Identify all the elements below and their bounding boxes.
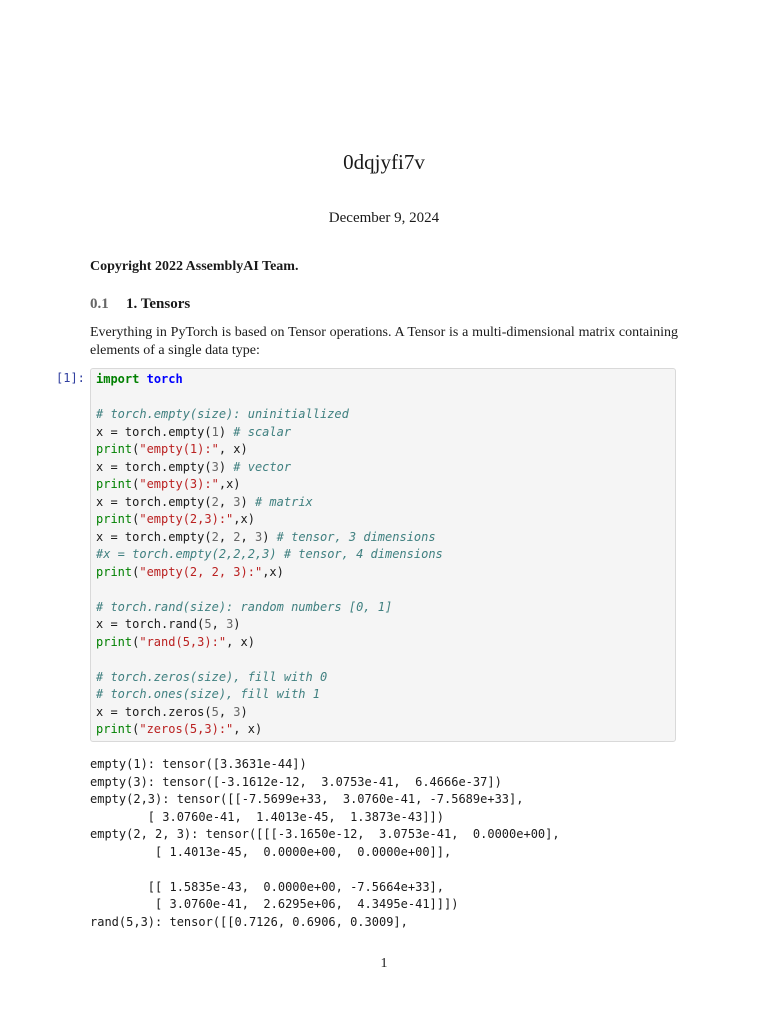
document-date: December 9, 2024 [328, 210, 440, 226]
code-line [96, 476, 670, 494]
code-token: x = torch.empty( [96, 529, 212, 544]
code-line [96, 634, 670, 652]
code-token: # torch.ones(size), fill with 1 [96, 687, 320, 701]
code-token: , [218, 704, 234, 719]
code-token: 3 [211, 459, 219, 474]
code-token: x = torch.empty( [96, 424, 212, 439]
code-token: ) [240, 704, 248, 719]
code-token: ( [132, 442, 140, 456]
code-token: 5 [204, 617, 212, 631]
code-token: "empty(2, 2, 3):" [139, 564, 263, 579]
output-line: [[ 1.5835e-43, 0.0000e+00, -7.5664e+33], [90, 879, 445, 894]
code-token: import [96, 372, 140, 386]
code-line [96, 424, 670, 442]
output-line: empty(3): tensor([-3.1612e-12, 3.0753e-41, 6.4666e-37]) [90, 774, 502, 789]
code-token: , x) [218, 442, 248, 456]
code-line [96, 721, 670, 739]
output-line: empty(1): tensor([3.3631e-44]) [90, 757, 307, 771]
code-token: # tensor, 3 dimensions [276, 529, 436, 544]
code-line [96, 459, 670, 477]
code-token: 3 [254, 529, 263, 544]
code-token [139, 372, 146, 386]
copyright-notice: Copyright 2022 AssemblyAI Team. [90, 259, 299, 274]
output-line [90, 861, 690, 879]
code-token: ,x) [218, 477, 241, 491]
code-line [96, 546, 670, 564]
code-token: torch [146, 372, 183, 386]
code-token: , [240, 529, 255, 544]
code-token: "empty(1):" [139, 442, 219, 456]
output-line: [ 3.0760e-41, 1.4013e-45, 1.3873e-43]]) [90, 809, 445, 824]
code-line [96, 669, 670, 687]
code-cell[interactable] [90, 368, 676, 742]
code-line [96, 371, 670, 389]
code-line [96, 389, 670, 407]
code-line [96, 616, 670, 634]
code-token: ,x) [262, 564, 284, 579]
code-line [96, 529, 670, 547]
code-token: 5 [211, 704, 219, 719]
intro-paragraph: Everything in PyTorch is based on Tensor operations. A Tensor is a multi-dimensional matrix containing elements of a single data type: [90, 325, 678, 358]
code-token: , x) [226, 634, 255, 649]
output-line: empty(2,3): tensor([[-7.5699e+33, 3.0760e-41, -7.5689e+33], [90, 792, 524, 806]
code-token: 3 [226, 617, 234, 631]
code-token: #x = torch.empty(2,2,2,3) # tensor, 4 dimensions [96, 547, 443, 561]
code-token: 3 [233, 494, 241, 509]
code-line [96, 564, 670, 582]
code-token: 2 [211, 494, 219, 509]
code-token: x = torch.empty( [96, 494, 212, 509]
section-title: 1. Tensors [126, 296, 191, 312]
code-token: print [96, 722, 133, 736]
section-number: 0.1 [90, 296, 109, 312]
code-token: , [218, 494, 234, 509]
code-line [96, 511, 670, 529]
output-line: empty(2, 2, 3): tensor([[[-3.1650e-12, 3.0753e-41, 0.0000e+00], [90, 827, 560, 841]
code-token: "zeros(5,3):" [139, 722, 234, 736]
code-token: print [96, 442, 133, 456]
code-line [96, 494, 670, 512]
code-token: , [218, 529, 234, 544]
code-token: # scalar [233, 424, 292, 439]
code-token: ) [233, 617, 241, 631]
code-token: ,x) [233, 512, 255, 526]
section-heading [90, 296, 190, 313]
code-token: print [96, 477, 133, 491]
code-token: ) [218, 459, 234, 474]
code-token: ) [218, 424, 234, 439]
code-token: ( [132, 477, 140, 491]
code-token: # vector [233, 459, 292, 474]
code-line [96, 599, 670, 617]
code-token: , x) [233, 722, 263, 736]
code-line [96, 406, 670, 424]
code-token: 3 [233, 704, 241, 719]
code-token: "rand(5,3):" [139, 634, 227, 649]
code-token: print [96, 634, 133, 649]
cell-prompt: [1]: [56, 371, 85, 385]
code-token: x = torch.zeros( [96, 704, 212, 719]
code-token: x = torch.empty( [96, 459, 212, 474]
code-token: "empty(3):" [139, 477, 219, 491]
code-token: # matrix [254, 494, 313, 509]
cell-output [90, 756, 690, 931]
code-token: 1 [211, 424, 219, 439]
code-line [96, 581, 670, 599]
code-token: print [96, 564, 133, 579]
code-token: ( [132, 512, 140, 526]
code-line [96, 651, 670, 669]
code-token: 2 [233, 529, 241, 544]
code-token: "empty(2,3):" [139, 512, 234, 526]
code-token: ( [132, 722, 140, 736]
output-line: [ 3.0760e-41, 2.6295e+06, 4.3495e-41]]]) [90, 897, 459, 911]
output-line: rand(5,3): tensor([[0.7126, 0.6906, 0.3009], [90, 914, 408, 929]
code-token: ) [262, 529, 277, 544]
code-token: # torch.empty(size): uninitiallized [96, 407, 349, 421]
page-number: 1 [380, 956, 388, 971]
code-line [96, 441, 670, 459]
code-token: print [96, 512, 133, 526]
code-token: 2 [211, 529, 219, 544]
code-line [96, 686, 670, 704]
code-token: # torch.rand(size): random numbers [0, 1] [96, 599, 393, 614]
code-token: , [211, 617, 227, 631]
code-line [96, 704, 670, 722]
code-token: # torch.zeros(size), fill with 0 [96, 669, 328, 684]
document-title: 0dqjyfi7v [343, 150, 425, 174]
output-line: [ 1.4013e-45, 0.0000e+00, 0.0000e+00]], [90, 844, 452, 859]
code-token: ) [240, 494, 255, 509]
code-token: ( [132, 634, 140, 649]
code-token: x = torch.rand( [96, 617, 205, 631]
code-token: ( [132, 564, 140, 579]
